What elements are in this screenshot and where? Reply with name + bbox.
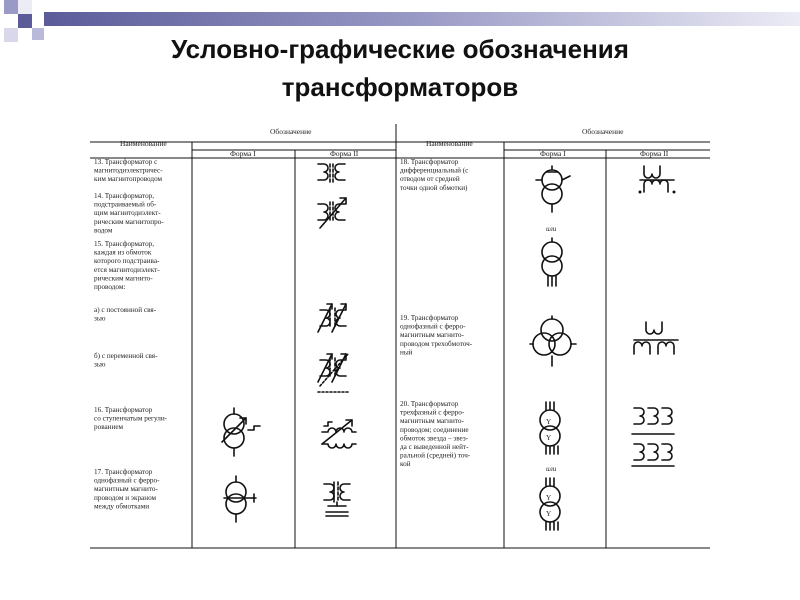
left-row-texts: [94, 158, 168, 510]
or-label-20: или: [546, 465, 557, 473]
left-row-text-2: [94, 240, 160, 291]
right-row-text-0-line: 18. Трансформатор: [400, 158, 459, 166]
header-designation-right: Обозначение: [582, 127, 624, 136]
right-row-text-1-line: однофазный с ферро-: [400, 322, 466, 331]
left-row-text-2-line: рическим магнито-: [94, 274, 153, 283]
left-row-text-1-line: щим магнитодиэлект-: [94, 209, 161, 218]
left-row-text-4-line: зью: [94, 360, 106, 369]
right-row-text-1-line: магнитным магнито-: [400, 331, 464, 340]
or-label-18: или: [546, 225, 557, 233]
header-form1-left: Форма I: [230, 149, 256, 158]
transformer-symbol-19-form2: [634, 322, 678, 354]
transformer-symbol-17-form1: [224, 476, 256, 522]
transformer-symbol-19-form1: [530, 316, 576, 366]
slide-title-line2: трансформаторов: [281, 72, 519, 102]
left-row-text-0-line: 13. Трансформатор с: [94, 158, 158, 166]
right-row-text-2-line: магнитным магнито-: [400, 417, 464, 426]
right-row-text-1-line: проводом трехобмоточ-: [400, 339, 473, 348]
transformer-symbol-20-form2: [632, 408, 674, 466]
header-name-right: Наименование: [426, 139, 473, 148]
header-form2-left: Форма II: [330, 149, 359, 158]
left-row-text-0-line: ким магнитопроводом: [94, 175, 163, 184]
left-row-text-5-line: 16. Трансформатор: [94, 406, 153, 414]
left-row-text-6-line: 17. Трансформатор: [94, 468, 153, 476]
right-row-text-2-line: обмоток звезда – звез-: [400, 434, 469, 443]
transformer-symbols-table: [90, 120, 710, 560]
svg-text:Y: Y: [546, 494, 552, 502]
left-row-text-5-line: со ступенчатым регули-: [94, 414, 168, 423]
left-row-text-1-line: рическим магнитопро-: [94, 217, 164, 226]
transformer-symbol-20-form1-b: [540, 478, 560, 530]
header-designation-left: Обозначение: [270, 127, 312, 136]
left-row-text-4-line: б) с переменной свя-: [94, 352, 158, 360]
left-row-text-1-line: 14. Трансформатор,: [94, 192, 155, 200]
left-row-text-2-line: которого подстраива-: [94, 257, 160, 266]
left-row-text-3-line: зью: [94, 314, 106, 323]
left-row-text-1: [94, 192, 164, 234]
transformer-symbol-20-form1-a: [540, 402, 560, 454]
header-form2-right: Форма II: [640, 149, 669, 158]
left-row-text-2-line: 15. Трансформатор,: [94, 240, 155, 248]
right-row-text-0-line: дифференциальный (с: [400, 166, 469, 175]
transformer-symbol-18-form1-b: [542, 238, 562, 286]
left-row-text-2-line: каждая из обмоток: [94, 248, 152, 257]
right-row-text-0-line: точки одной обмотки): [400, 183, 468, 192]
svg-text:Y: Y: [546, 434, 552, 442]
slide-title-line1: Условно-графические обозначения: [171, 34, 629, 64]
left-row-text-0: [94, 158, 163, 183]
right-row-text-2: [400, 400, 471, 468]
right-row-texts: [400, 158, 473, 468]
left-row-text-5: [94, 406, 168, 431]
transformer-symbol-18-form1-a: [536, 166, 570, 212]
right-row-text-0-line: отводом от средней: [400, 175, 460, 184]
left-row-text-3-line: а) с постоянной свя-: [94, 306, 157, 314]
left-row-text-5-line: рованием: [94, 423, 124, 432]
right-row-text-2-line: проводом; соединение: [400, 425, 469, 434]
right-row-text-0: [400, 158, 468, 192]
left-row-text-1-line: водом: [94, 226, 113, 235]
right-row-text-2-line: ральной (средней) точ-: [400, 451, 471, 460]
transformer-symbol-16-form1: [222, 408, 260, 456]
left-row-text-1-line: подстраиваемый об-: [94, 200, 157, 209]
right-row-text-2-line: трехфазный с ферро-: [400, 408, 465, 417]
svg-text:Y: Y: [546, 418, 552, 426]
left-row-text-0-line: магнитодиэлектричес-: [94, 166, 163, 175]
left-row-text-4: [94, 352, 158, 369]
right-row-text-1-line: 19. Трансформатор: [400, 314, 459, 322]
header-name-left: Наименование: [120, 139, 167, 148]
left-row-text-6-line: между обмотками: [94, 502, 150, 511]
transformer-symbol-17-form2: [324, 482, 350, 516]
svg-text:Y: Y: [546, 510, 552, 518]
transformer-symbol-15a-form2: [318, 304, 346, 332]
right-row-text-2-line: кой: [400, 460, 411, 469]
transformer-symbol-14-form2: [318, 198, 346, 228]
transformer-symbol-15b-form2: [318, 354, 348, 392]
left-row-text-3: [94, 306, 157, 323]
transformer-symbol-13-form2: [318, 164, 345, 182]
left-row-text-2-line: проводом:: [94, 283, 126, 291]
right-row-text-2-line: 20. Трансформатор: [400, 400, 459, 408]
header-form1-right: Форма I: [540, 149, 566, 158]
left-row-text-6: [94, 468, 160, 510]
slide-title: [0, 30, 800, 106]
transformer-symbol-18-form2: [639, 166, 676, 194]
transformer-symbol-16-form2: [322, 420, 356, 448]
right-row-text-1: [400, 314, 473, 356]
right-row-text-2-line: да с выведенной нейт-: [400, 443, 469, 451]
right-row-text-1-line: ный: [400, 348, 413, 357]
left-row-text-2-line: ется магнитодиэлект-: [94, 265, 160, 274]
left-row-text-6-line: однофазный с ферро-: [94, 476, 160, 485]
left-row-text-6-line: проводом и экраном: [94, 493, 157, 502]
left-row-text-6-line: магнитным магнито-: [94, 485, 158, 494]
